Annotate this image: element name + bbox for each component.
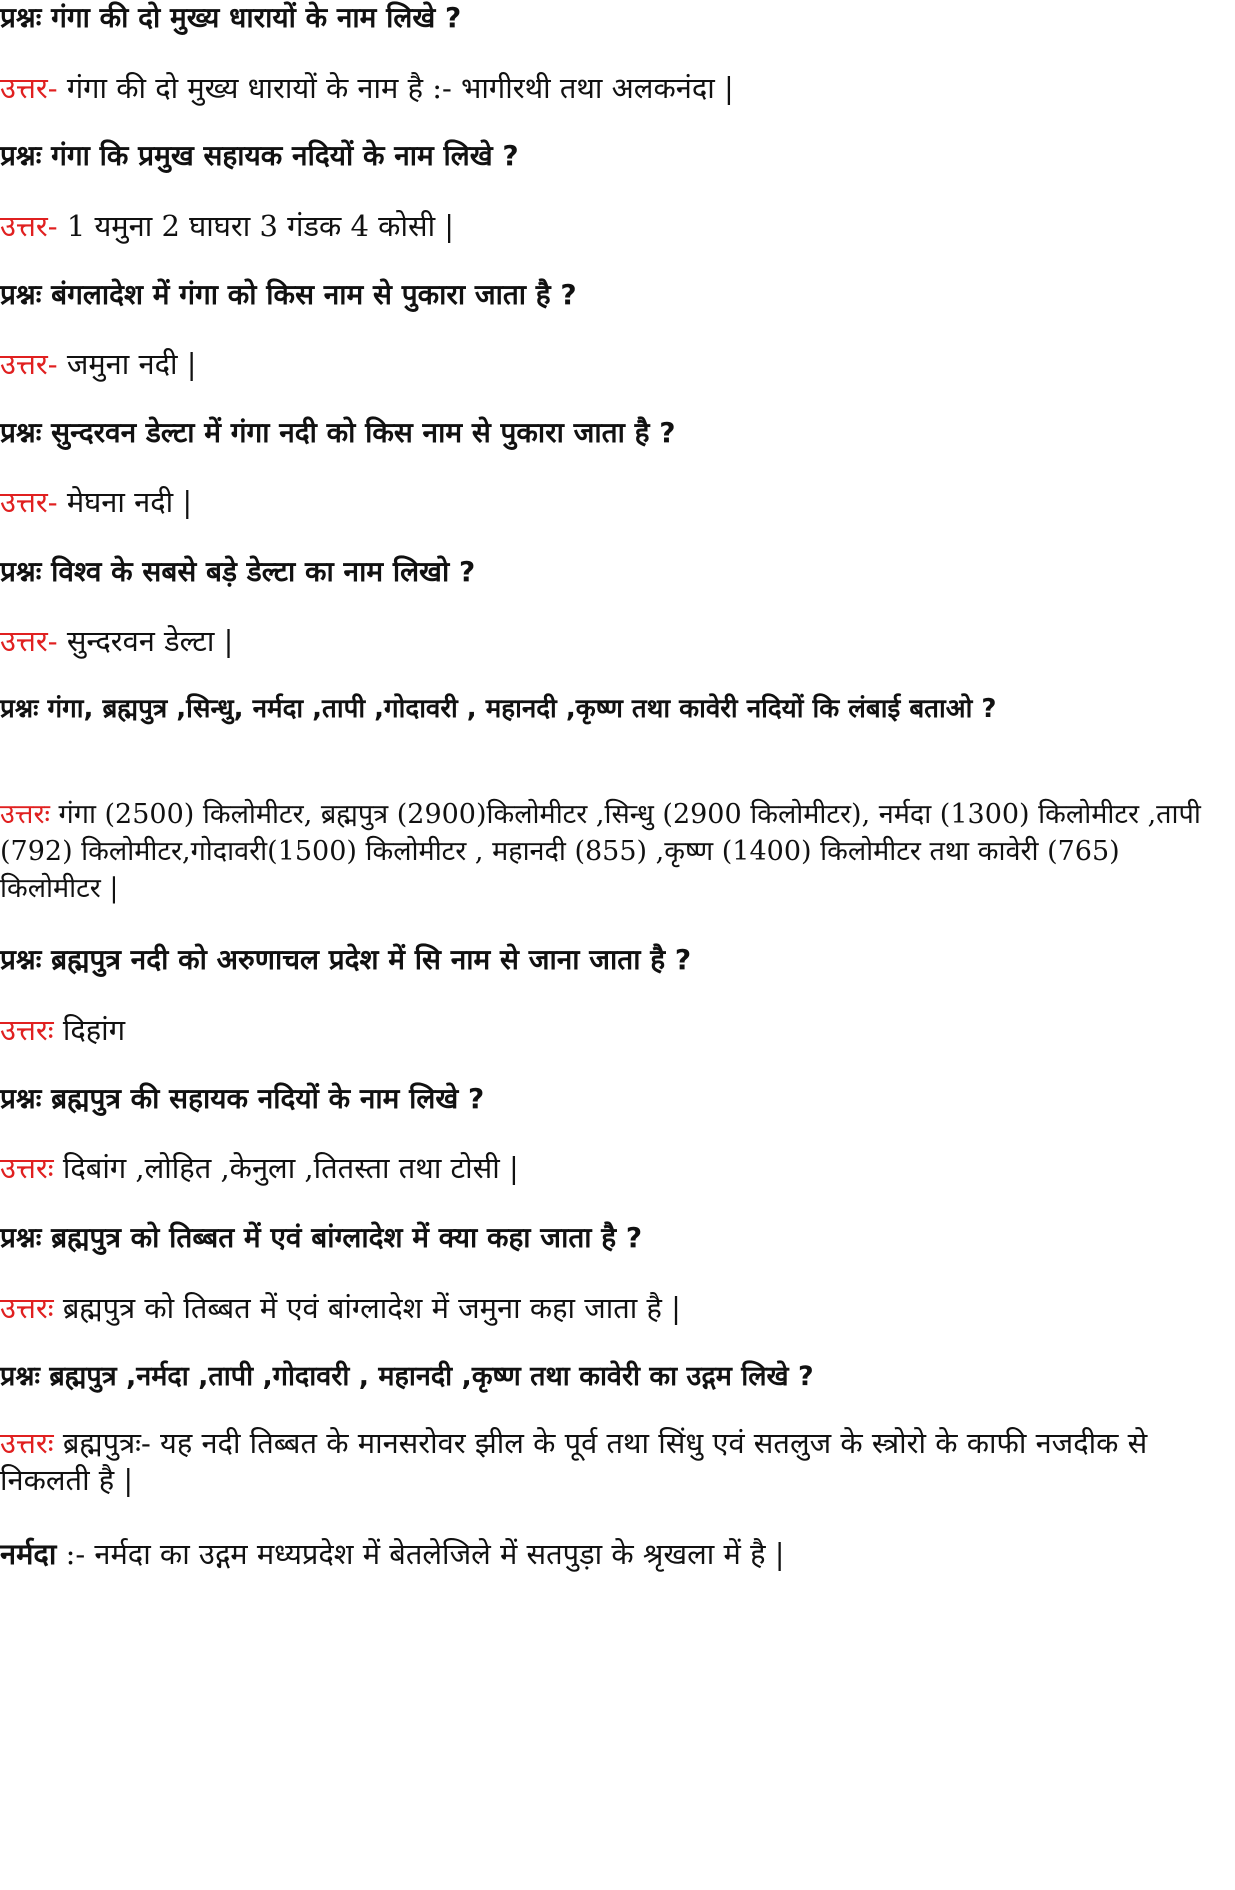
answer-text: सुन्दरवन डेल्टा | bbox=[66, 624, 234, 658]
answer-label: उत्तरः bbox=[0, 799, 50, 830]
question-10 bbox=[0, 1355, 1225, 1399]
answer-label: उत्तरः bbox=[0, 1291, 54, 1325]
question-3 bbox=[0, 273, 1225, 317]
question-label: प्रश्नः bbox=[0, 416, 42, 449]
question-text: गंगा की दो मुख्य धारायों के नाम लिखे ? bbox=[51, 1, 462, 34]
answer-text: 1 यमुना 2 घाघरा 3 गंडक 4 कोसी | bbox=[66, 209, 455, 243]
answer-text: गंगा (2500) किलोमीटर, ब्रह्मपुत्र (2900)किलोमीटर ,सिन्धु (2900 किलोमीटर), नर्मदा (1300) किलोमीटर ,तापी (792) किलोमीटर,गोदावरी(1500) किलोमीटर , महानदी (855) ,कृष्ण (1400) किलोमीटर तथा कावेरी (765) किलोमीटर | bbox=[0, 799, 1201, 904]
narmada-text: :- नर्मदा का उद्गम मध्यप्रदेश में बेतलेजिले में सतपुड़ा के श्रृखला में है | bbox=[65, 1537, 785, 1571]
answer-2 bbox=[0, 204, 1225, 248]
question-text: ब्रह्मपुत्र की सहायक नदियों के नाम लिखे ? bbox=[51, 1082, 485, 1115]
answer-10 bbox=[0, 1425, 1225, 1499]
question-6 bbox=[0, 688, 1225, 730]
answer-text: गंगा की दो मुख्य धारायों के नाम है :- भागीरथी तथा अलकनंदा | bbox=[66, 71, 734, 105]
answer-text: मेघना नदी | bbox=[66, 485, 193, 519]
question-label: प्रश्नः bbox=[0, 694, 39, 724]
answer-7 bbox=[0, 1008, 1225, 1052]
answer-5 bbox=[0, 619, 1225, 663]
answer-text: ब्रह्मपुत्रः- यह नदी तिब्बत के मानसरोवर झील के पूर्व तथा सिंधु एवं सतलुज के स्त्रोरो के काफी नजदीक से निकलती है | bbox=[0, 1426, 1148, 1497]
answer-label: उत्तरः bbox=[0, 1013, 54, 1047]
question-text: ब्रह्मपुत्र ,नर्मदा ,तापी ,गोदावरी , महानदी ,कृष्ण तथा कावेरी का उद्गम लिखे ? bbox=[49, 1361, 814, 1392]
question-label: प्रश्नः bbox=[0, 139, 42, 172]
answer-9 bbox=[0, 1286, 1225, 1330]
question-label: प्रश्नः bbox=[0, 1361, 40, 1392]
answer-3 bbox=[0, 342, 1225, 386]
question-4 bbox=[0, 411, 1225, 455]
answer-label: उत्तरः bbox=[0, 1426, 54, 1460]
question-9 bbox=[0, 1216, 1225, 1260]
answer-label: उत्तर- bbox=[0, 209, 58, 243]
answer-label: उत्तर- bbox=[0, 347, 58, 381]
question-7 bbox=[0, 938, 1225, 982]
answer-label: उत्तर- bbox=[0, 624, 58, 658]
question-text: ब्रह्मपुत्र नदी को अरुणाचल प्रदेश में सि नाम से जाना जाता है ? bbox=[51, 943, 692, 976]
question-text: गंगा, ब्रह्मपुत्र ,सिन्धु, नर्मदा ,तापी ,गोदावरी , महानदी ,कृष्ण तथा कावेरी नदियों कि लंबाई बताओ ? bbox=[47, 694, 997, 724]
question-1 bbox=[0, 0, 1225, 40]
answer-label: उत्तर- bbox=[0, 485, 58, 519]
answer-text: दिबांग ,लोहित ,केनुला ,तितस्ता तथा टोसी | bbox=[62, 1151, 519, 1185]
answer-8 bbox=[0, 1146, 1225, 1190]
answer-label: उत्तर- bbox=[0, 71, 58, 105]
answer-4 bbox=[0, 480, 1225, 524]
question-label: प्रश्नः bbox=[0, 278, 42, 311]
narmada-label: नर्मदा bbox=[0, 1537, 57, 1571]
answer-6 bbox=[0, 796, 1225, 907]
question-text: ब्रह्मपुत्र को तिब्बत में एवं बांग्लादेश में क्या कहा जाता है ? bbox=[51, 1221, 643, 1254]
question-text: सुन्दरवन डेल्टा में गंगा नदी को किस नाम से पुकारा जाता है ? bbox=[51, 416, 676, 449]
question-8 bbox=[0, 1077, 1225, 1121]
answer-text: दिहांग bbox=[62, 1013, 126, 1047]
question-text: गंगा कि प्रमुख सहायक नदियों के नाम लिखे ? bbox=[51, 139, 519, 172]
answer-text: जमुना नदी | bbox=[66, 347, 197, 381]
narmada-origin bbox=[0, 1532, 1225, 1576]
question-label: प्रश्नः bbox=[0, 1221, 42, 1254]
question-5 bbox=[0, 550, 1225, 594]
question-label: प्रश्नः bbox=[0, 1, 42, 34]
question-label: प्रश्नः bbox=[0, 555, 42, 588]
answer-text: ब्रह्मपुत्र को तिब्बत में एवं बांग्लादेश में जमुना कहा जाता है | bbox=[62, 1291, 681, 1325]
question-text: बंगलादेश में गंगा को किस नाम से पुकारा जाता है ? bbox=[51, 278, 577, 311]
answer-label: उत्तरः bbox=[0, 1151, 54, 1185]
question-label: प्रश्नः bbox=[0, 1082, 42, 1115]
question-text: विश्व के सबसे बड़े डेल्टा का नाम लिखो ? bbox=[51, 555, 476, 588]
question-label: प्रश्नः bbox=[0, 943, 42, 976]
answer-1 bbox=[0, 66, 1225, 110]
question-2 bbox=[0, 134, 1225, 178]
